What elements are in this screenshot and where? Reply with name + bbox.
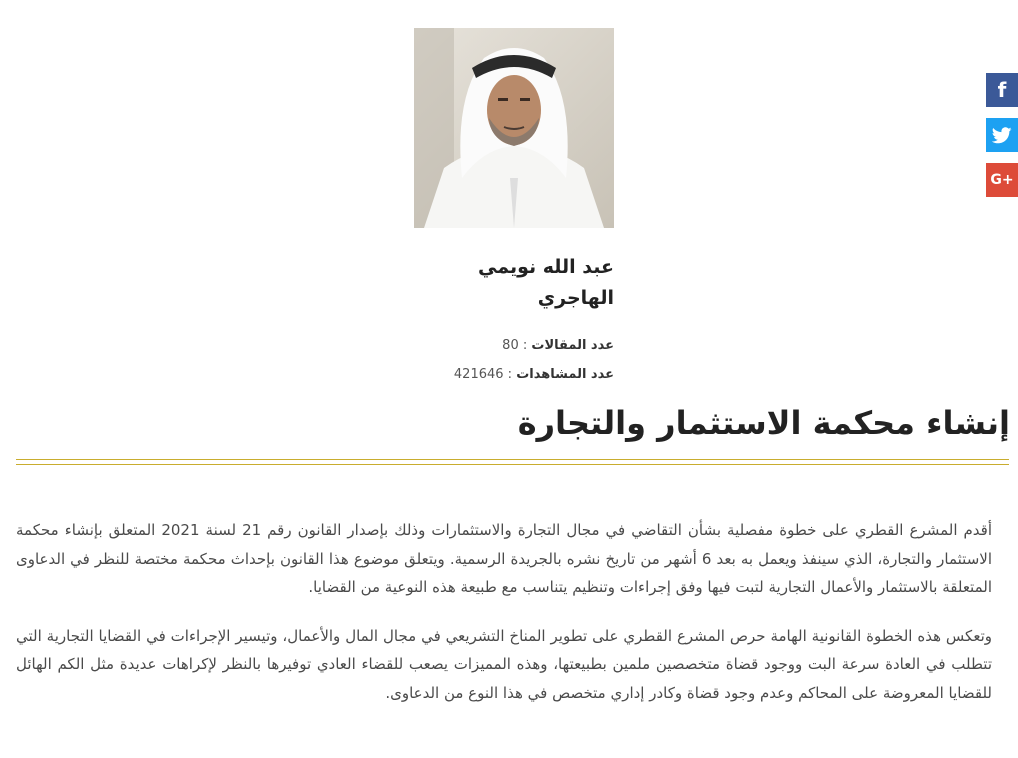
views-count-value: 421646 bbox=[453, 367, 504, 382]
title-divider bbox=[16, 459, 1009, 465]
views-count-label: عدد المشاهدات bbox=[516, 367, 614, 382]
article-paragraph: أقدم المشرع القطري على خطوة مفصلية بشأن التقاضي في مجال التجارة والاستثمارات وذلك بإصدار القانون رقم 21 لسنة 2021 المتعلق بإنشاء محكمة الاستثمار والتجارة، الذي سينفذ ويعمل به بعد 6 أشهر من تاريخ نشره بالجريدة الرسمية. ويتعلق موضوع هذا القانون بإحداث محكمة مختصة للنظر في الدعاوى المتعلقة بالاستثمار والأعمال التجارية لتبت فيها وفق إجراءات وتنظيم يتناسب مع طبيعة هذه النوعية من القضايا. bbox=[16, 521, 993, 596]
author-photo[interactable] bbox=[414, 28, 614, 228]
article-body bbox=[16, 516, 992, 727]
views-count bbox=[414, 367, 614, 382]
article-title: إنشاء محكمة الاستثمار والتجارة bbox=[517, 404, 1010, 442]
share-twitter-button[interactable] bbox=[986, 118, 1018, 152]
gplus-icon: G+ bbox=[990, 172, 1014, 188]
articles-count-separator: : bbox=[518, 338, 528, 353]
articles-count-label: عدد المقالات bbox=[531, 338, 614, 353]
twitter-icon bbox=[992, 127, 1012, 144]
articles-count bbox=[414, 338, 614, 353]
articles-count-value: 80 bbox=[502, 338, 519, 353]
author-portrait-icon bbox=[414, 28, 614, 228]
share-gplus-button[interactable] bbox=[986, 163, 1018, 197]
article-paragraph: وتعكس هذه الخطوة القانونية الهامة حرص المشرع القطري على تطوير المناخ التشريعي في مجال المال والأعمال، وتيسير الإجراءات في القضايا التجارية التي تتطلب في العادة سرعة البت ووجود قضاة متخصصين ملمين بطبيعتها، وهذه المميزات يصعب للقضاء العادي توفيرها بالنظر لإكراهات عديدة مثل الكم الهائل للقضايا المعروضة على المحاكم وعدم وجود قضاة وكادر إداري متخصص في هذا النوع من الدعاوى. bbox=[16, 626, 992, 702]
facebook-icon: f bbox=[997, 78, 1007, 102]
author-name-line1: عبد الله نويمي bbox=[477, 256, 614, 278]
author-name-line2: الهاجري bbox=[537, 287, 614, 309]
share-facebook-button[interactable] bbox=[986, 73, 1018, 107]
views-count-separator: : bbox=[503, 367, 513, 382]
author-name[interactable] bbox=[414, 252, 614, 314]
